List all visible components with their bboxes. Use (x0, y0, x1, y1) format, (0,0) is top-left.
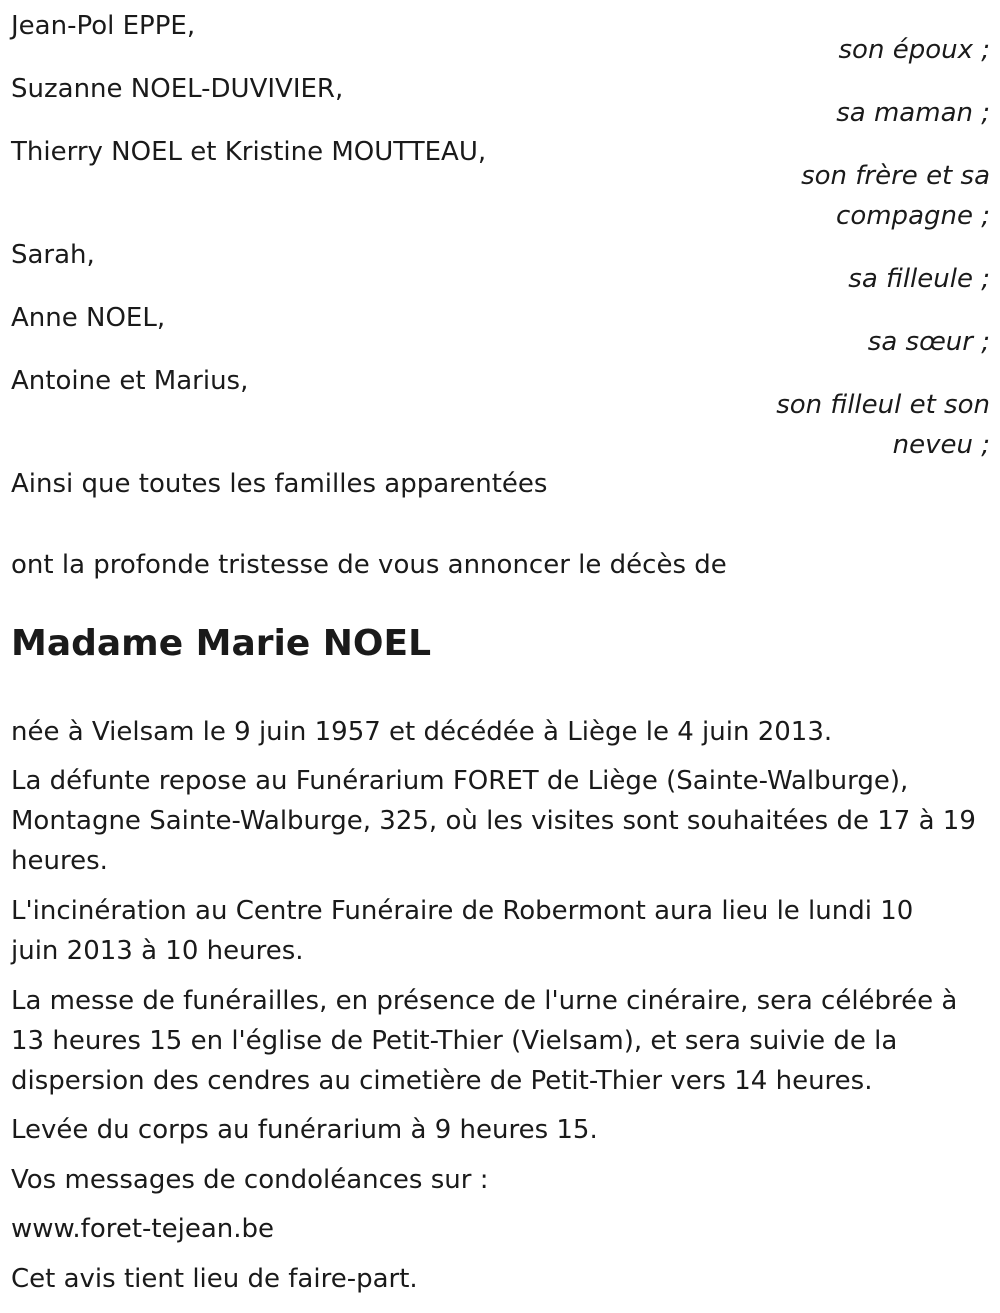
closing-line: Cet avis tient lieu de faire-part. (11, 1264, 418, 1294)
family-name-5: Anne NOEL, (11, 303, 166, 333)
family-name-1: Jean-Pol EPPE, (11, 11, 196, 41)
family-relation-5: sa sœur ; (867, 327, 990, 357)
family-relation-3a: son frère et sa (801, 161, 990, 191)
family-relation-3b: compagne ; (836, 201, 990, 231)
deceased-name: Madame Marie NOEL (11, 623, 432, 664)
rest-line-1: La défunte repose au Funérarium FORET de Liège (Sainte-Walburge), (11, 766, 909, 796)
incineration-line-2: juin 2013 à 10 heures. (11, 936, 304, 966)
family-relation-6a: son filleul et son (776, 390, 990, 420)
mass-line-1: La messe de funérailles, en présence de l'urne cinéraire, sera célébrée à (11, 986, 958, 1016)
condolences-label: Vos messages de condoléances sur : (11, 1165, 489, 1195)
birth-death-line: née à Vielsam le 9 juin 1957 et décédée à Liège le 4 juin 2013. (11, 717, 833, 747)
website-link[interactable]: www.foret-tejean.be (11, 1214, 275, 1244)
family-name-2: Suzanne NOEL-DUVIVIER, (11, 74, 344, 104)
rest-line-3: heures. (11, 846, 108, 876)
family-name-6: Antoine et Marius, (11, 366, 249, 396)
rest-line-2: Montagne Sainte-Walburge, 325, où les visites sont souhaitées de 17 à 19 (11, 806, 976, 836)
family-relation-2: sa maman ; (836, 98, 990, 128)
family-relation-4: sa filleule ; (848, 264, 990, 294)
announce-line: ont la profonde tristesse de vous annoncer le décès de (11, 550, 727, 580)
mass-line-2: 13 heures 15 en l'église de Petit-Thier (Vielsam), et sera suivie de la (11, 1026, 898, 1056)
families-line: Ainsi que toutes les familles apparentées (11, 469, 548, 499)
family-relation-1: son époux ; (838, 35, 990, 65)
levee-line: Levée du corps au funérarium à 9 heures 15. (11, 1115, 598, 1145)
incineration-line-1: L'incinération au Centre Funéraire de Robermont aura lieu le lundi 10 (11, 896, 914, 926)
family-relation-6b: neveu ; (892, 430, 990, 460)
family-name-4: Sarah, (11, 240, 95, 270)
mass-line-3: dispersion des cendres au cimetière de Petit-Thier vers 14 heures. (11, 1066, 873, 1096)
family-name-3: Thierry NOEL et Kristine MOUTTEAU, (11, 137, 487, 167)
